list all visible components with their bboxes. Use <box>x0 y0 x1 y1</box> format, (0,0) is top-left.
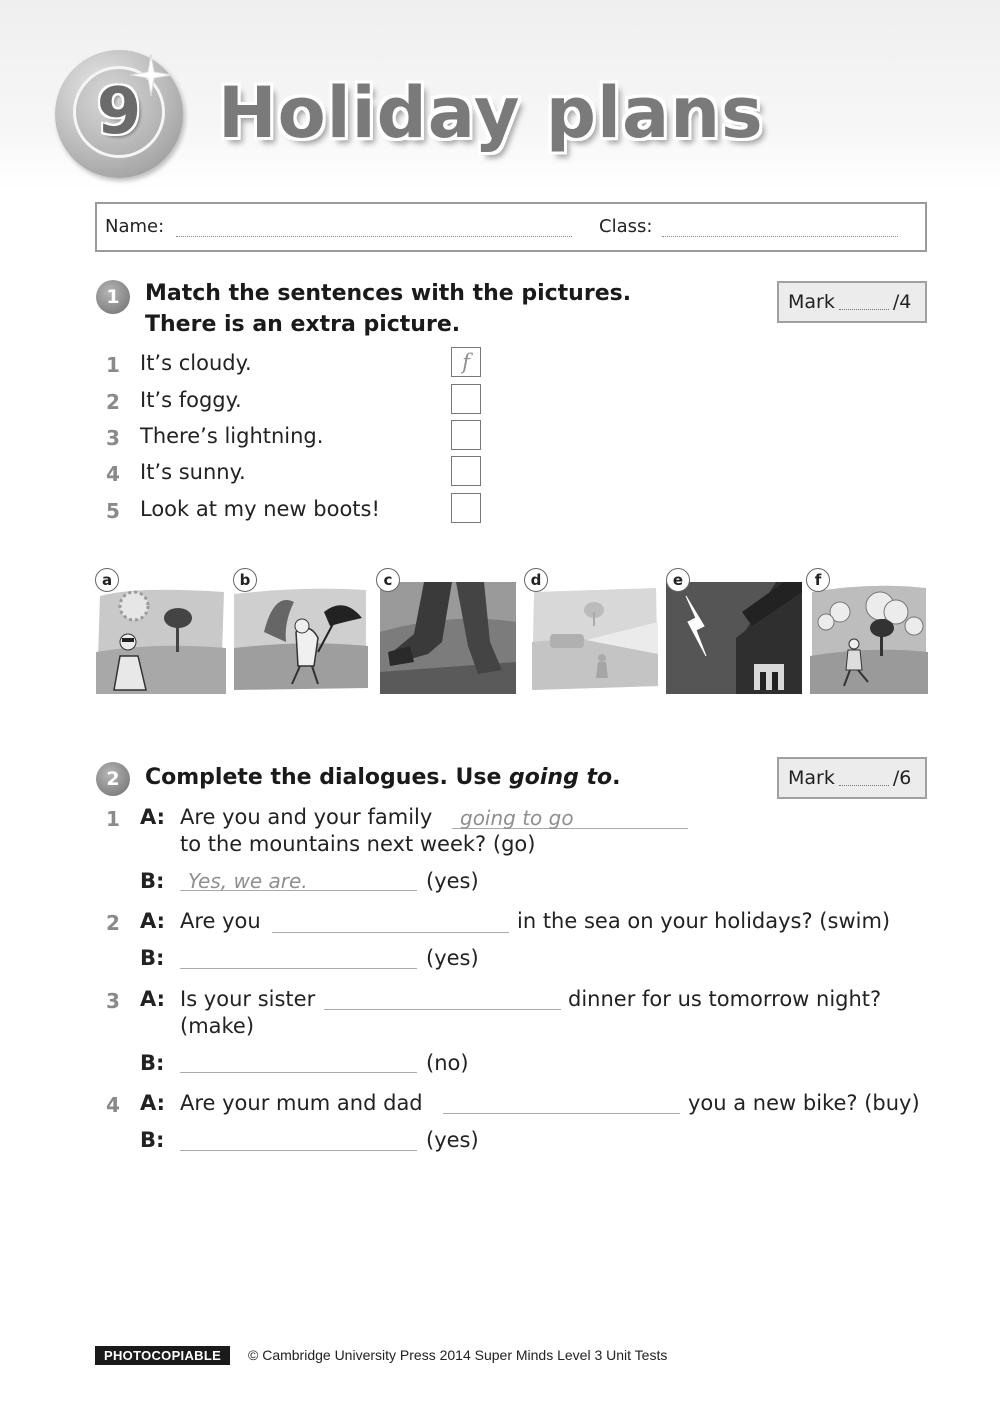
dialogue-text: in the sea on your holidays? (swim) <box>517 909 891 933</box>
speaker-a: A: <box>140 805 166 829</box>
dialogue-text: Are your mum and dad <box>180 1091 423 1115</box>
answer-box[interactable] <box>451 493 481 523</box>
photocopiable-badge: PHOTOCOPIABLE <box>95 1346 230 1365</box>
answer-blank[interactable] <box>180 968 417 969</box>
dialogue-hint: (yes) <box>426 869 479 893</box>
item-number: 5 <box>106 499 120 523</box>
speaker-b: B: <box>140 946 165 970</box>
exercise-2-title-emphasis: going to <box>509 765 613 790</box>
example-answer: going to go <box>460 806 574 830</box>
picture-f-cloudy <box>810 582 928 694</box>
answer-blank[interactable] <box>272 932 509 933</box>
answer-blank[interactable] <box>443 1113 680 1114</box>
answer-value: f <box>462 350 470 374</box>
dialogue-number: 1 <box>106 807 120 831</box>
answer-box[interactable] <box>451 420 481 450</box>
speaker-b: B: <box>140 1128 165 1152</box>
dialogue-text: you a new bike? (buy) <box>688 1091 920 1115</box>
exercise-2-title-text: Complete the dialogues. Use <box>145 765 510 790</box>
class-label: Class: <box>599 216 653 237</box>
picture-label: f <box>806 568 830 592</box>
picture-label: e <box>666 568 690 592</box>
dialogue-text: Are you <box>180 909 261 933</box>
name-field[interactable] <box>176 236 572 237</box>
dialogue-text: (make) <box>180 1014 255 1038</box>
speaker-b: B: <box>140 1051 165 1075</box>
picture-b-windy <box>234 582 368 694</box>
dialogue-hint: (no) <box>426 1051 469 1075</box>
answer-blank[interactable] <box>180 1072 417 1073</box>
exercise-1-subtitle: There is an extra picture. <box>145 312 461 337</box>
picture-a-sunny <box>96 582 226 694</box>
item-text: There’s lightning. <box>140 424 324 448</box>
exercise-2-badge: 2 <box>96 762 130 796</box>
mark-score-field[interactable] <box>839 785 889 786</box>
item-number: 2 <box>106 390 120 414</box>
item-text: Look at my new boots! <box>140 497 380 521</box>
page-title: Holiday plans <box>218 72 764 154</box>
dialogue-number: 4 <box>106 1093 120 1117</box>
picture-e-lightning <box>666 582 802 694</box>
class-field[interactable] <box>662 236 898 237</box>
dialogue-number: 3 <box>106 989 120 1013</box>
dialogue-number: 2 <box>106 911 120 935</box>
item-text: It’s sunny. <box>140 460 246 484</box>
unit-number: 9 <box>96 75 142 149</box>
exercise-2-mark-box <box>777 757 927 799</box>
dialogue-hint: (yes) <box>426 946 479 970</box>
item-text: It’s cloudy. <box>140 351 252 375</box>
item-number: 4 <box>106 462 120 486</box>
mark-label: Mark <box>788 291 835 313</box>
example-answer: Yes, we are. <box>188 869 308 893</box>
mark-total: /4 <box>892 291 912 313</box>
exercise-2-title <box>145 762 621 793</box>
picture-c-boots <box>380 582 516 694</box>
mark-label: Mark <box>788 767 835 789</box>
exercise-1-badge: 1 <box>96 280 130 314</box>
picture-d-foggy <box>528 582 660 694</box>
speaker-a: A: <box>140 1091 166 1115</box>
name-label: Name: <box>105 216 165 237</box>
speaker-b: B: <box>140 869 165 893</box>
answer-blank[interactable] <box>180 1150 417 1151</box>
dialogue-text: to the mountains next week? (go) <box>180 832 536 856</box>
item-text: It’s foggy. <box>140 388 242 412</box>
dialogue-text: dinner for us tomorrow night? <box>568 987 882 1011</box>
item-number: 3 <box>106 426 120 450</box>
dialogue-text: Are you and your family <box>180 805 433 829</box>
picture-label: d <box>524 568 548 592</box>
mark-score-field[interactable] <box>839 309 889 310</box>
picture-label: a <box>95 568 119 592</box>
exercise-2-title-suffix: . <box>612 765 621 790</box>
speaker-a: A: <box>140 909 166 933</box>
item-number: 1 <box>106 353 120 377</box>
picture-label: b <box>233 568 257 592</box>
mark-total: /6 <box>892 767 912 789</box>
dialogue-text: Is your sister <box>180 987 316 1011</box>
exercise-1-mark-box <box>777 281 927 323</box>
exercise-1-title: Match the sentences with the pictures. <box>145 281 632 306</box>
student-info-box <box>95 202 927 252</box>
answer-box[interactable] <box>451 384 481 414</box>
dialogue-hint: (yes) <box>426 1128 479 1152</box>
copyright-notice: © Cambridge University Press 2014 Super Minds Level 3 Unit Tests <box>248 1347 668 1363</box>
speaker-a: A: <box>140 987 166 1011</box>
answer-blank[interactable] <box>324 1009 561 1010</box>
answer-box[interactable] <box>451 456 481 486</box>
picture-label: c <box>376 568 400 592</box>
sparkle-icon <box>128 52 174 98</box>
